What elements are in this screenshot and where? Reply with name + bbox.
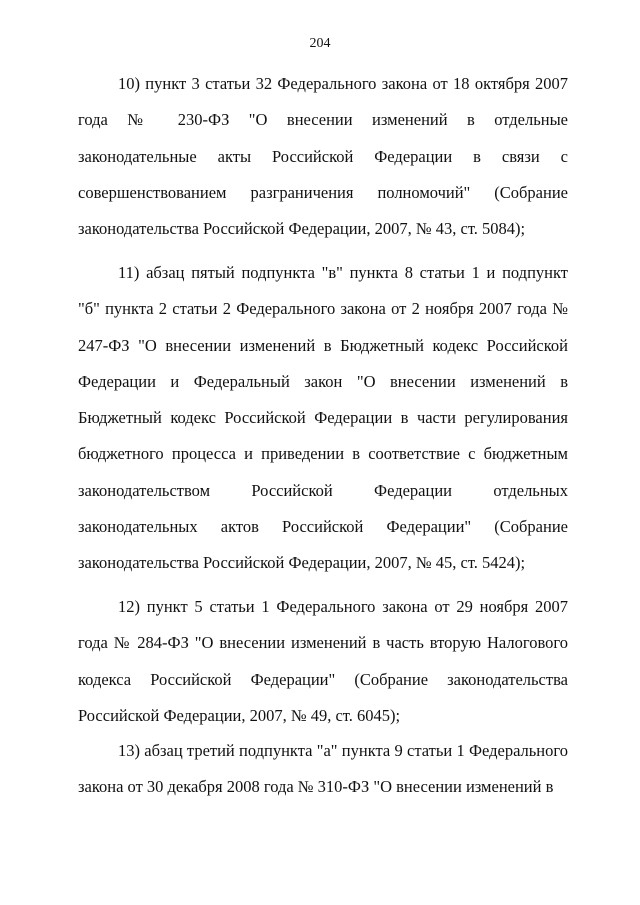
paragraph-item-12: 12) пункт 5 статьи 1 Федерального закона от 29 ноября 2007 года № 284-ФЗ "О внесении изменений в часть вторую Налогового кодекса Российской Федерации" (Собрание законодательства Российской Федерации, 2007, № 49, ст. 6045);: [78, 597, 568, 725]
page-number: 204: [309, 36, 331, 51]
paragraph-item-13: 13) абзац третий подпункта "а" пункта 9 статьи 1 Федерального закона от 30 декабря 2008 года № 310-ФЗ "О внесении изменений в: [78, 741, 568, 797]
paragraph-item-10: 10) пункт 3 статьи 32 Федерального закона от 18 октября 2007 года № 230-ФЗ "О внесении изменений в отдельные законодательные акты Российской Федерации в связи с совершенствованием разграничения полномочий" (Собрание законодательства Российской Федерации, 2007, № 43, ст. 5084);: [78, 74, 568, 239]
paragraph-item-11: 11) абзац пятый подпункта "в" пункта 8 статьи 1 и подпункт "б" пункта 2 статьи 2 Федерального закона от 2 ноября 2007 года № 247-ФЗ "О внесении изменений в Бюджетный кодекс Российской Федерации и Федеральный закон "О внесении изменений в Бюджетный кодекс Российской Федерации в части регулирования бюджетного процесса и приведении в соответствие с бюджетным законодательством Российской Федерации отдельных законодательных актов Российской Федерации" (Собрание законодательства Российской Федерации, 2007, № 45, ст. 5424);: [78, 263, 568, 573]
